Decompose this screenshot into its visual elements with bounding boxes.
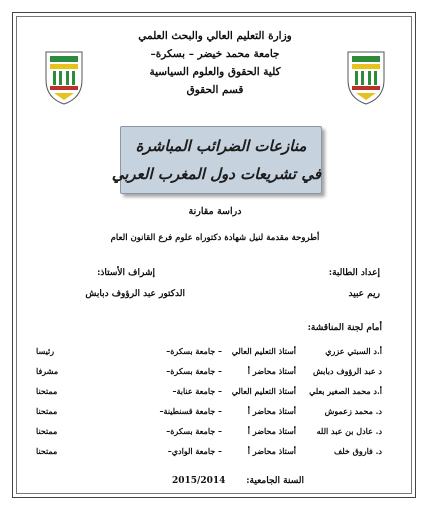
member-role: ممتحنا bbox=[36, 386, 58, 396]
member-rank: أستاذ محاضر أ bbox=[247, 446, 296, 456]
member-name: أ.د السبتي عزري bbox=[325, 346, 382, 356]
academic-year-value: 2015/2014 bbox=[172, 476, 226, 486]
thesis-title-box bbox=[111, 126, 322, 194]
member-role: ممتحنا bbox=[36, 406, 58, 416]
faculty-name: كلية الحقوق والعلوم السياسية bbox=[149, 66, 281, 78]
student-name: ريم عبيد bbox=[348, 289, 380, 299]
member-university: – جامعة عنابة– bbox=[172, 386, 222, 396]
member-rank: أستاذ محاضر أ bbox=[247, 406, 296, 416]
member-role: مشرفا bbox=[36, 366, 59, 376]
academic-year-label: السنة الجامعية: bbox=[246, 476, 304, 486]
thesis-note: أطروحة مقدمة لنيل شهادة دكتوراه علوم فرع القانون العام bbox=[110, 233, 320, 243]
committee-row bbox=[36, 346, 382, 360]
ministry-name: وزارة التعليم العالي والبحث العلمي bbox=[138, 30, 292, 42]
thesis-title-line-2: في تشريعات دول المغرب العربي bbox=[111, 165, 321, 183]
member-name: د. فاروق خلف bbox=[334, 446, 382, 456]
member-rank: أستاذ محاضر أ bbox=[247, 426, 296, 436]
member-rank: أستاذ التعليم العالي bbox=[231, 386, 296, 396]
member-name: د. عادل بن عبد الله bbox=[316, 426, 382, 436]
committee-row bbox=[36, 366, 382, 380]
member-university: – جامعة بسكرة– bbox=[166, 426, 222, 436]
member-university: – جامعة بسكرة– bbox=[166, 346, 222, 356]
committee-row bbox=[36, 386, 382, 400]
supervisor-label: إشراف الأستاذ: bbox=[97, 268, 155, 278]
university-emblem-icon bbox=[42, 46, 86, 108]
member-university: – جامعة بسكرة– bbox=[166, 366, 222, 376]
member-name: د عبد الرؤوف دبابش bbox=[312, 366, 382, 376]
thesis-title-line-1: منازعات الضرائب المباشرة bbox=[135, 137, 307, 155]
member-name: أ.د محمد الصغير بعلي bbox=[309, 386, 382, 396]
member-role: ممتحنا bbox=[36, 446, 58, 456]
committee-row bbox=[36, 446, 382, 460]
member-rank: أستاذ محاضر أ bbox=[247, 366, 296, 376]
supervisor-name: الدكتور عبد الرؤوف دبابش bbox=[85, 289, 185, 299]
university-emblem-icon bbox=[344, 46, 388, 108]
department-name: قسم الحقوق bbox=[186, 84, 244, 96]
university-name: جامعة محمد خيضر – بسكرة– bbox=[150, 48, 280, 60]
member-name: د. محمد زعموش bbox=[324, 406, 382, 416]
member-rank: أستاذ التعليم العالي bbox=[231, 346, 296, 356]
member-role: ممتحنا bbox=[36, 426, 58, 436]
committee-label: أمام لجنة المناقشة: bbox=[307, 323, 382, 333]
member-role: رئيسا bbox=[36, 346, 55, 356]
study-type: دراسة مقارنة bbox=[188, 206, 242, 217]
committee-row bbox=[36, 406, 382, 420]
member-university: – جامعة قسنطينة– bbox=[159, 406, 222, 416]
committee-row bbox=[36, 426, 382, 440]
prepared-by-label: إعداد الطالبة: bbox=[328, 268, 380, 278]
member-university: – جامعة الوادي– bbox=[167, 446, 222, 456]
